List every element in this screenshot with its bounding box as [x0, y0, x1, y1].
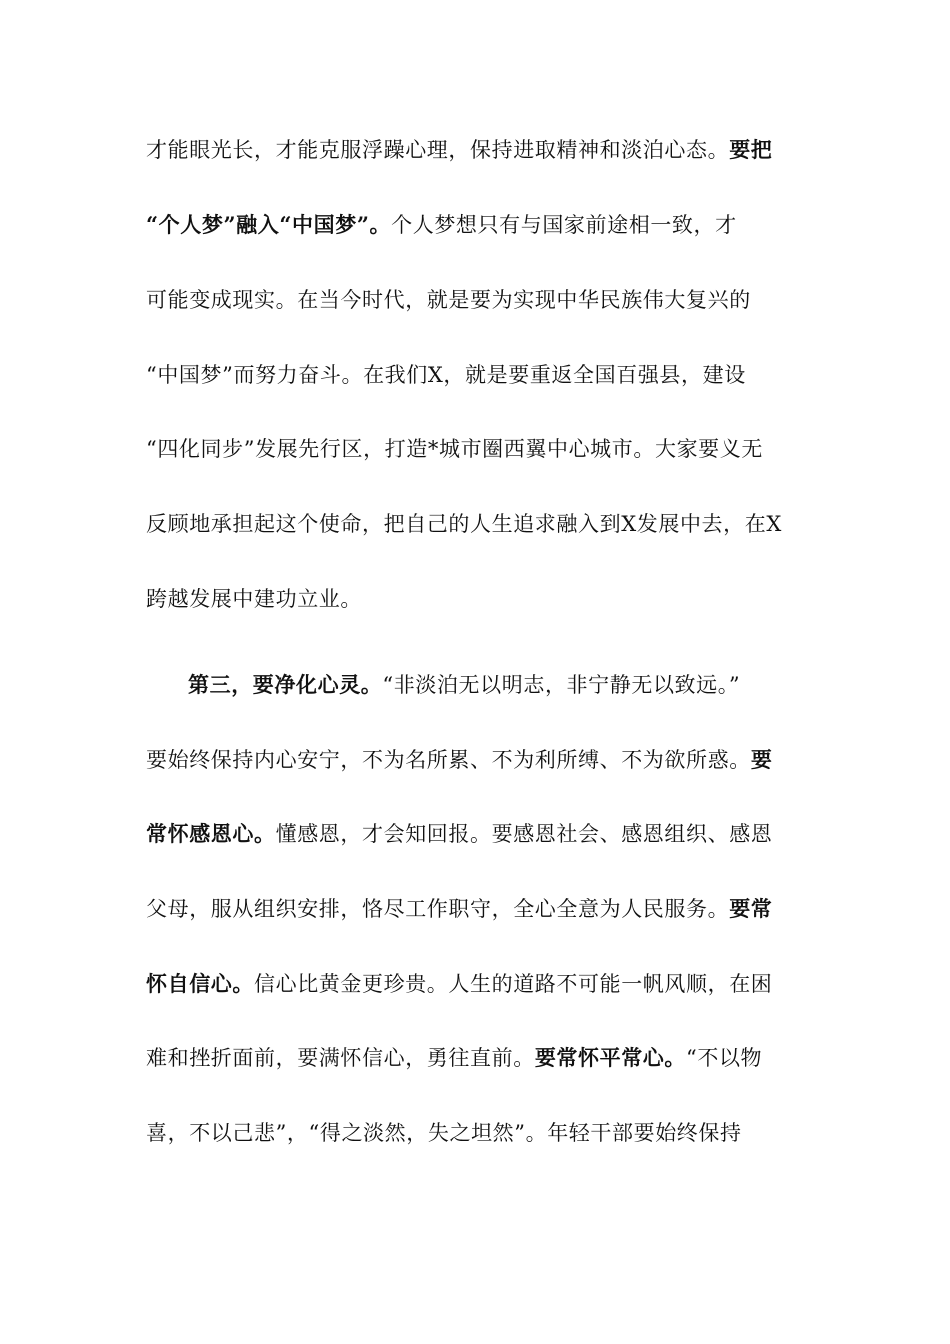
bold-text-segment: 要常怀平常心。	[534, 1045, 687, 1070]
text-segment: 难和挫折面前，要满怀信心，勇往直前。	[146, 1046, 535, 1070]
text-segment: 信心比黄金更珍贵。人生的道路不可能一帆风顺，在困	[254, 972, 773, 996]
bold-text-segment: 要	[750, 747, 773, 772]
text-segment: 父母，服从组织安排，恪尽工作职守，全心全意为人民服务。	[146, 897, 730, 921]
text-segment: 个人梦想只有与国家前途相一致，才	[391, 213, 737, 237]
text-line	[146, 1118, 806, 1148]
text-line	[146, 210, 806, 240]
bold-text-segment: 怀自信心。	[146, 971, 254, 996]
text-line	[146, 584, 806, 614]
text-segment: 要始终保持内心安宁，不为名所累、不为利所缚、不为欲所惑。	[146, 748, 751, 772]
text-segment: 懂感恩，才会知回报。要感恩社会、感恩组织、感恩	[275, 822, 773, 846]
text-segment: “非淡泊无以明志，非宁静无以致远。”	[382, 673, 741, 697]
text-segment: 可能变成现实。在当今时代，就是要为实现中华民族伟大复兴的	[146, 288, 751, 312]
text-line	[146, 360, 806, 390]
text-segment: “中国梦”而努力奋斗。在我们X，就是要重返全国百强县，建设	[146, 363, 746, 387]
text-line	[146, 434, 806, 464]
text-line	[146, 819, 806, 849]
text-segment: 跨越发展中建功立业。	[146, 587, 362, 611]
bold-text-segment: 常怀感恩心。	[146, 821, 276, 846]
text-segment: “不以物	[686, 1046, 763, 1070]
text-segment: 反顾地承担起这个使命，把自己的人生追求融入到X发展中去，在X	[146, 512, 782, 536]
text-line	[146, 894, 806, 924]
text-line	[146, 285, 806, 315]
text-line	[146, 135, 806, 165]
text-line	[188, 670, 806, 700]
text-segment: 喜，不以己悲”，“得之淡然，失之坦然”。年轻干部要始终保持	[146, 1121, 742, 1145]
bold-text-segment: 第三，要净化心灵。	[188, 672, 383, 697]
text-segment: 才能眼光长，才能克服浮躁心理，保持进取精神和淡泊心态。	[146, 138, 730, 162]
text-line	[146, 969, 806, 999]
bold-text-segment: 要把	[729, 137, 773, 162]
text-segment: “四化同步”发展先行区，打造*城市圈西翼中心城市。大家要义无	[146, 437, 763, 461]
text-line	[146, 509, 806, 539]
text-line	[146, 745, 806, 775]
text-line	[146, 1043, 806, 1073]
bold-text-segment: 要常	[729, 896, 773, 921]
bold-text-segment: “个人梦”融入“中国梦”。	[146, 212, 392, 237]
